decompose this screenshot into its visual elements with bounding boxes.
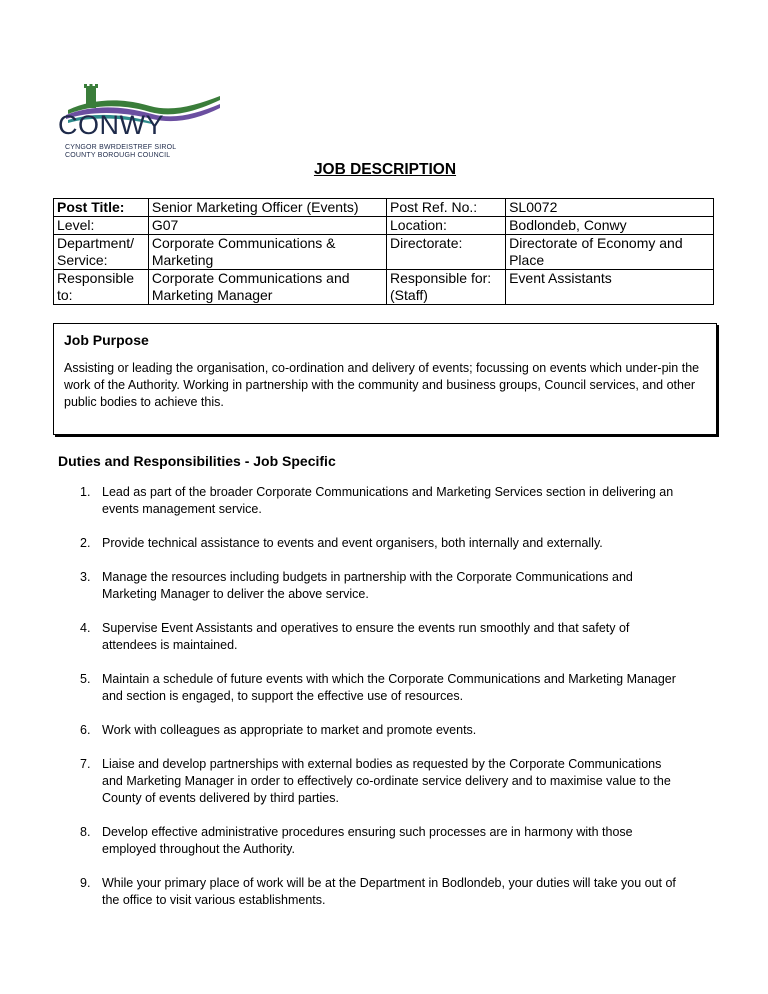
list-item bbox=[80, 484, 680, 518]
list-item-text: Supervise Event Assistants and operatives to ensure the events run smoothly and that safety of attendees is maintained. bbox=[102, 621, 630, 652]
list-item-text: Maintain a schedule of future events with which the Corporate Communications and Marketing Manager and section is engaged, to support the effective use of resources. bbox=[102, 672, 676, 703]
table-row bbox=[54, 199, 714, 217]
responsible-for-label: Responsible for: (Staff) bbox=[387, 270, 506, 305]
post-ref-value: SL0072 bbox=[506, 199, 714, 217]
responsible-for-value: Event Assistants bbox=[506, 270, 714, 305]
department-label: Department/ Service: bbox=[54, 235, 149, 270]
list-item bbox=[80, 722, 680, 739]
logo-english-name: COUNTY BOROUGH COUNCIL bbox=[65, 152, 171, 159]
directorate-value: Directorate of Economy and Place bbox=[506, 235, 714, 270]
list-item-text: While your primary place of work will be at the Department in Bodlondeb, your duties will take you out of the office to visit various establishments. bbox=[102, 876, 676, 907]
responsible-to-value: Corporate Communications and Marketing Manager bbox=[148, 270, 386, 305]
level-label: Level: bbox=[54, 217, 149, 235]
location-label: Location: bbox=[387, 217, 506, 235]
list-item bbox=[80, 620, 680, 654]
page-title bbox=[0, 161, 768, 179]
list-item bbox=[80, 671, 680, 705]
list-item bbox=[80, 875, 680, 909]
conwy-logo bbox=[54, 84, 224, 164]
duties-heading: Duties and Responsibilities - Job Specific bbox=[58, 453, 336, 469]
location-value: Bodlondeb, Conwy bbox=[506, 217, 714, 235]
table-row bbox=[54, 235, 714, 270]
list-item-number: 6. bbox=[80, 723, 91, 737]
post-title-label: Post Title: bbox=[54, 199, 149, 217]
logo-wordmark: CONWY bbox=[58, 110, 164, 140]
list-item-number: 2. bbox=[80, 536, 91, 550]
logo-welsh-name: CYNGOR BWRDEISTREF SIROL bbox=[65, 144, 177, 151]
department-value: Corporate Communications & Marketing bbox=[148, 235, 386, 270]
list-item bbox=[80, 824, 680, 858]
list-item-number: 1. bbox=[80, 485, 91, 499]
table-row bbox=[54, 270, 714, 305]
list-item bbox=[80, 569, 680, 603]
responsible-to-label: Responsible to: bbox=[54, 270, 149, 305]
duties-list bbox=[80, 484, 680, 926]
list-item bbox=[80, 756, 680, 807]
page-title-text: JOB DESCRIPTION bbox=[313, 161, 457, 178]
list-item-text: Liaise and develop partnerships with external bodies as requested by the Corporate Communications and Marketing Manager in order to effectively co-ordinate service delivery and to maximise value to the County of events delivered by third parties. bbox=[102, 757, 671, 805]
list-item-text: Provide technical assistance to events and event organisers, both internally and externally. bbox=[102, 536, 603, 550]
table-row bbox=[54, 217, 714, 235]
list-item-text: Work with colleagues as appropriate to market and promote events. bbox=[102, 723, 477, 737]
level-value: G07 bbox=[148, 217, 386, 235]
list-item-number: 9. bbox=[80, 876, 91, 890]
post-ref-label: Post Ref. No.: bbox=[387, 199, 506, 217]
list-item-number: 8. bbox=[80, 825, 91, 839]
list-item bbox=[80, 535, 680, 552]
directorate-label: Directorate: bbox=[387, 235, 506, 270]
post-title-value: Senior Marketing Officer (Events) bbox=[148, 199, 386, 217]
list-item-text: Develop effective administrative procedures ensuring such processes are in harmony with those employed throughout the Authority. bbox=[102, 825, 633, 856]
job-purpose-heading: Job Purpose bbox=[64, 332, 149, 348]
list-item-number: 7. bbox=[80, 757, 91, 771]
job-purpose-box bbox=[53, 323, 717, 435]
list-item-text: Manage the resources including budgets in partnership with the Corporate Communications and Marketing Manager to deliver the above service. bbox=[102, 570, 633, 601]
job-purpose-text: Assisting or leading the organisation, co-ordination and delivery of events; focussing on events which under-pin the work of the Authority. Working in partnership with the community and business groups, Council services, and other public bodies to achieve this. bbox=[64, 361, 700, 409]
list-item-text: Lead as part of the broader Corporate Communications and Marketing Services section in delivering an events management service. bbox=[102, 485, 674, 516]
job-info-table bbox=[53, 198, 714, 305]
list-item-number: 3. bbox=[80, 570, 91, 584]
list-item-number: 4. bbox=[80, 621, 91, 635]
list-item-number: 5. bbox=[80, 672, 91, 686]
